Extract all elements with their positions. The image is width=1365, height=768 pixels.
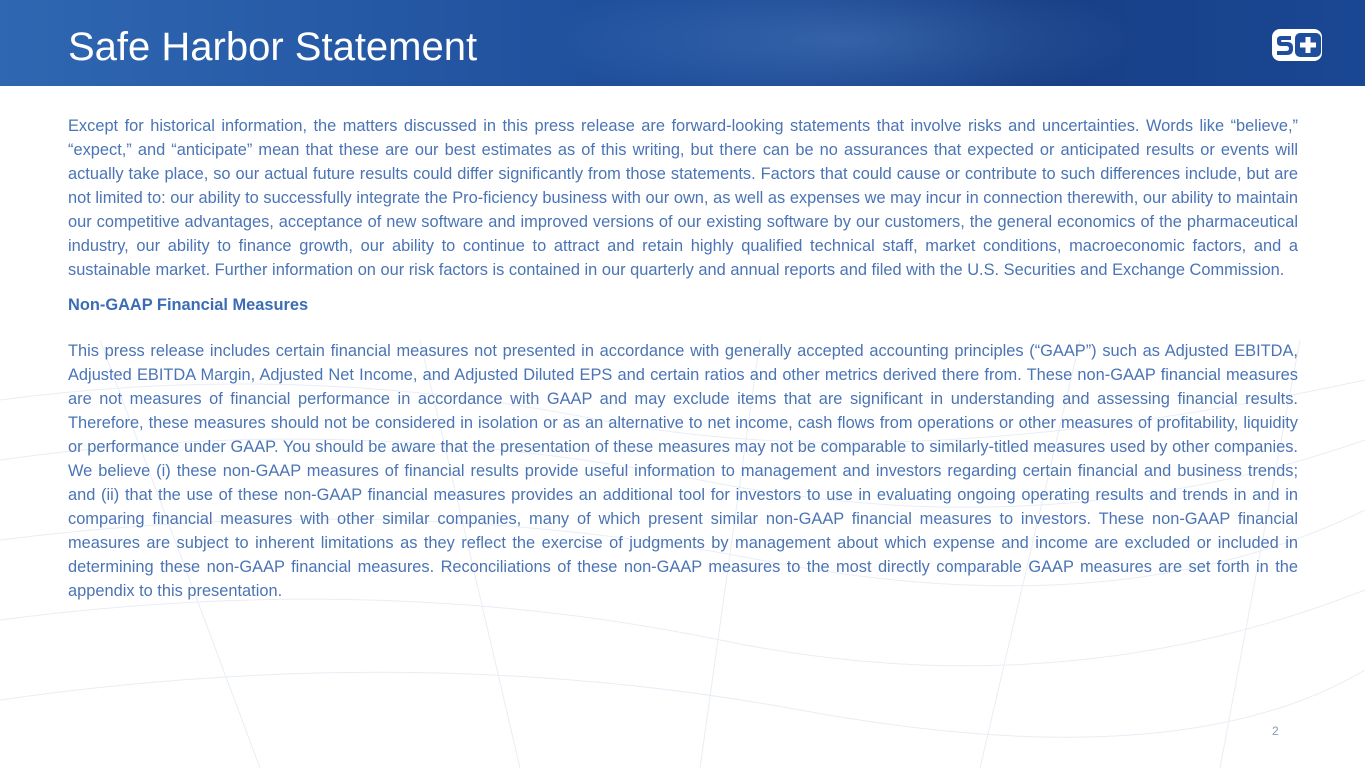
non-gaap-heading: Non-GAAP Financial Measures xyxy=(68,296,309,314)
slide-body xyxy=(68,114,1298,603)
company-logo-icon xyxy=(1270,27,1324,63)
page-number: 2 xyxy=(1272,724,1279,738)
non-gaap-paragraph: This press release includes certain financial measures not presented in accordance with generally accepted accounting principles (“GAAP”) such as Adjusted EBITDA, Adjusted EBITDA Margin, Adjusted Net Income, and Adjusted Diluted EPS and certain ratios and other metrics derived there from. These non-GAAP financial measures are not measures of financial performance in accordance with GAAP and may exclude items that are significant in understanding and assessing financial results. Therefore, these measures should not be considered in isolation or as an alternative to net income, cash flows from operations or other measures of profitability, liquidity or performance under GAAP. You should be aware that the presentation of these measures may not be comparable to similarly-titled measures used by other companies. We believe (i) these non-GAAP measures of financial results provide useful information to management and investors regarding certain financial and business trends; and (ii) that the use of these non-GAAP financial measures provides an additional tool for investors to use in evaluating ongoing operating results and trends in and in comparing financial measures with other similar companies, many of which present similar non-GAAP financial measures to investors. These non-GAAP financial measures are subject to inherent limitations as they reflect the exercise of judgments by management about which expense and income are excluded or included in determining these non-GAAP financial measures. Reconciliations of these non-GAAP measures to the most directly comparable GAAP measures are set forth in the appendix to this presentation. xyxy=(68,342,1298,600)
header-glow xyxy=(540,0,1140,86)
forward-looking-paragraph: Except for historical information, the matters discussed in this press release are forward-looking statements that involve risks and uncertainties. Words like “believe,” “expect,” and “anticipate” mean that these are our best estimates as of this writing, but there can be no assurances that expected or anticipated results or events will actually take place, so our actual future results could differ significantly from those statements. Factors that could cause or contribute to such differences include, but are not limited to: our ability to successfully integrate the Pro-ficiency business with our own, as well as expenses we may incur in connection therewith, our ability to maintain our competitive advantages, acceptance of new software and improved versions of our existing software by our customers, the general economics of the pharmaceutical industry, our ability to finance growth, our ability to continue to attract and retain highly qualified technical staff, market conditions, macroeconomic factors, and a sustainable market. Further information on our risk factors is contained in our quarterly and annual reports and filed with the U.S. Securities and Exchange Commission. xyxy=(68,117,1298,279)
header-banner xyxy=(0,0,1365,86)
page-title: Safe Harbor Statement xyxy=(68,25,478,69)
